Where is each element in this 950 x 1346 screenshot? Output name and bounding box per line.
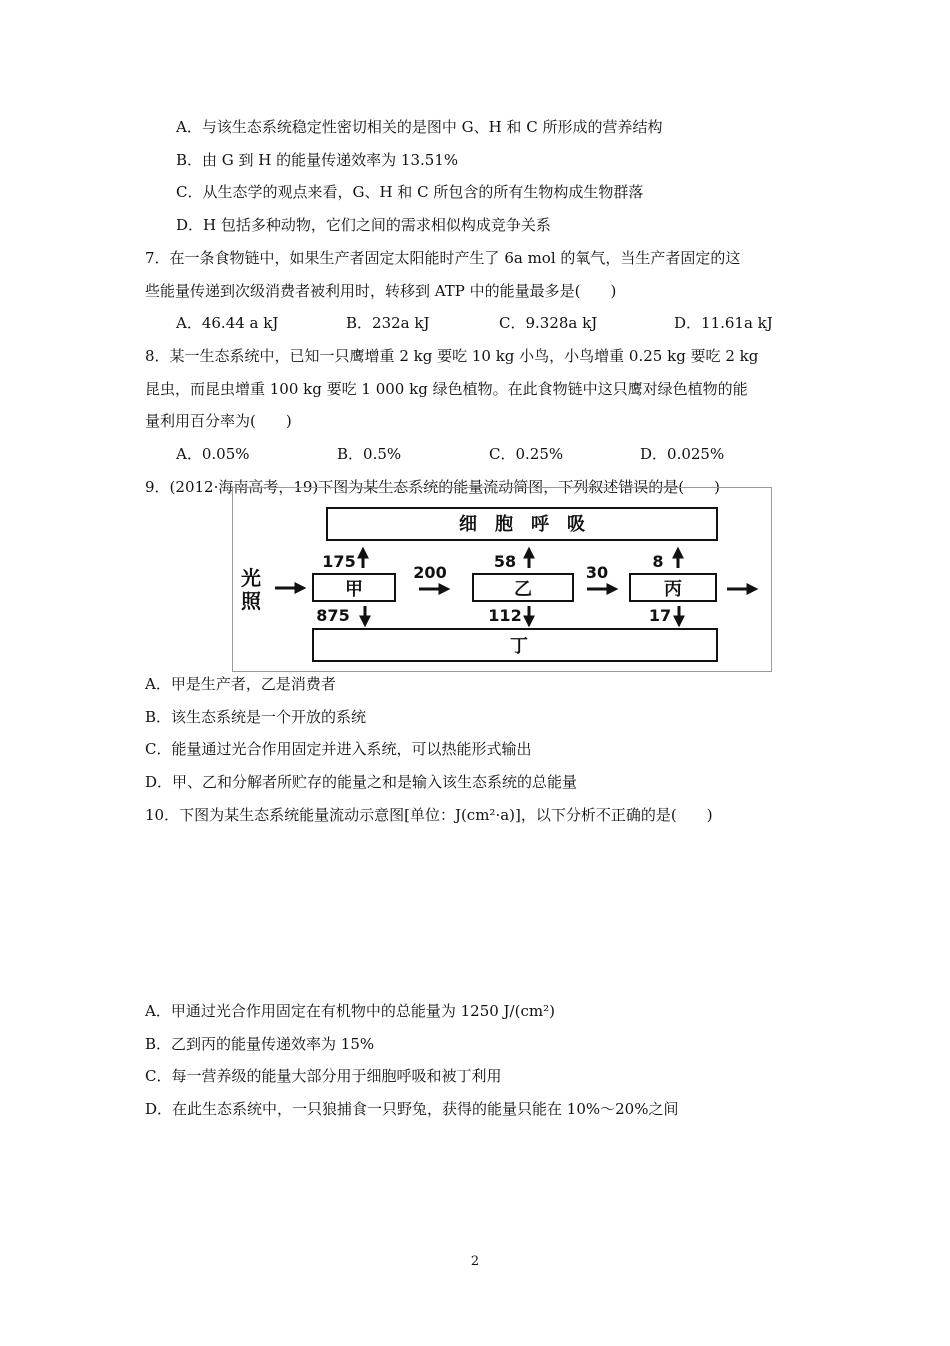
q10-option-a: A．甲通过光合作用固定在有机物中的总能量为 1250 J/(cm²) [145, 1002, 555, 1020]
light-label-2: 照 [241, 589, 261, 613]
decomposition-value-jia: 875 [316, 606, 350, 625]
node-label-bing: 丙 [664, 579, 682, 600]
decomposition-value-bing: 17 [648, 606, 672, 625]
q10-option-d: D．在此生态系统中，一只狼捕食一只野兔，获得的能量只能在 10%～20%之间 [145, 1100, 679, 1118]
node-label-jia: 甲 [345, 579, 363, 600]
respiration-label: 细 胞 呼 吸 [459, 514, 585, 535]
page-number: 2 [470, 1254, 480, 1269]
q6-option-b: B．由 G 到 H 的能量传递效率为 13.51% [176, 151, 459, 169]
energy-flow-diagram [232, 487, 772, 672]
flow-label-jia-yi: 200 [413, 563, 447, 582]
respiration-value-bing: 8 [652, 552, 664, 571]
q8-stem-line2: 昆虫，而昆虫增重 100 kg 要吃 1 000 kg 绿色植物。在此食物链中这只鹰对绿色植物的能 [145, 380, 748, 398]
q8-option-d: D．0.025% [640, 445, 725, 463]
q9-option-d: D．甲、乙和分解者所贮存的能量之和是输入该生态系统的总能量 [145, 773, 578, 791]
q7-stem-line2: 些能量传递到次级消费者被利用时，转移到 ATP 中的能量最多是( ) [145, 282, 617, 300]
q6-option-c: C．从生态学的观点来看，G、H 和 C 所包含的所有生物构成生物群落 [176, 183, 644, 201]
q6-option-a: A．与该生态系统稳定性密切相关的是图中 G、H 和 C 所形成的营养结构 [176, 118, 663, 136]
flow-label-yi-bing: 30 [585, 563, 609, 582]
q7-option-a: A．46.44 a kJ [176, 314, 279, 332]
q9-stem: 9．(2012·海南高考，19)下图为某生态系统的能量流动简图，下列叙述错误的是( ) [145, 478, 720, 496]
q7-stem-line1: 7．在一条食物链中，如果生产者固定太阳能时产生了 6a mol 的氧气，当生产者固定的这 [145, 249, 741, 267]
q8-options [0, 444, 950, 464]
q10-stem: 10．下图为某生态系统能量流动示意图[单位：J(cm²·a)]，以下分析不正确的是( ) [145, 806, 713, 824]
respiration-value-jia: 175 [322, 552, 356, 571]
q8-option-a: A．0.05% [176, 445, 250, 463]
q8-stem-line3: 量利用百分率为( ) [145, 412, 292, 430]
decomposition-value-yi: 112 [488, 606, 522, 625]
q9-option-c: C．能量通过光合作用固定并进入系统，可以热能形式输出 [145, 740, 532, 758]
q8-option-c: C．0.25% [489, 445, 564, 463]
q8-option-b: B．0.5% [337, 445, 402, 463]
decomposer-label: 丁 [510, 636, 528, 657]
q9-option-a: A．甲是生产者，乙是消费者 [145, 675, 336, 693]
light-label-1: 光 [241, 566, 261, 590]
q7-option-c: C．9.328a kJ [499, 314, 598, 332]
q7-options [0, 313, 950, 333]
respiration-value-yi: 58 [493, 552, 517, 571]
energy-flow-svg [233, 488, 771, 671]
q7-option-b: B．232a kJ [346, 314, 430, 332]
q6-option-d: D．H 包括多种动物，它们之间的需求相似构成竞争关系 [176, 216, 551, 234]
q7-option-d: D．11.61a kJ [674, 314, 773, 332]
q8-stem-line1: 8．某一生态系统中，已知一只鹰增重 2 kg 要吃 10 kg 小鸟，小鸟增重 0.25 kg 要吃 2 kg [145, 347, 759, 365]
q10-option-c: C．每一营养级的能量大部分用于细胞呼吸和被丁利用 [145, 1067, 502, 1085]
q10-option-b: B．乙到丙的能量传递效率为 15% [145, 1035, 375, 1053]
node-label-yi: 乙 [514, 579, 532, 600]
q9-option-b: B．该生态系统是一个开放的系统 [145, 708, 367, 726]
